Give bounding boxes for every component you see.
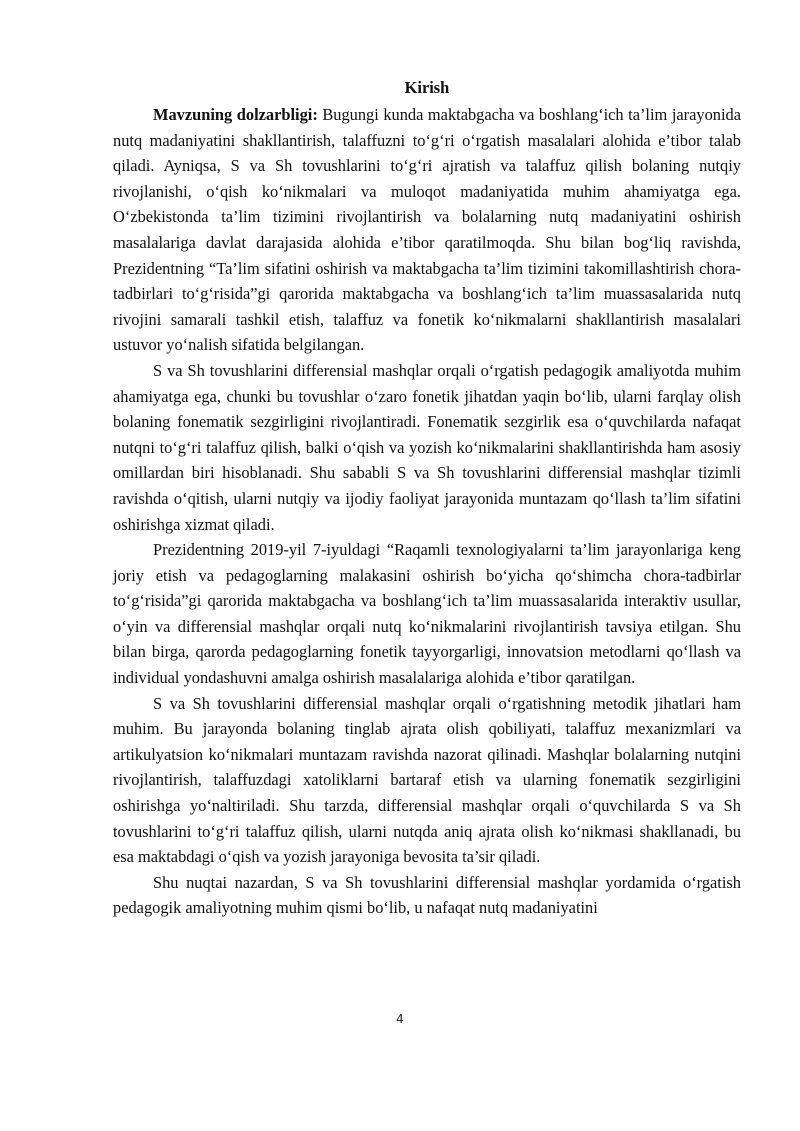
page-number: 4 <box>396 1012 404 1026</box>
paragraph-methodical-aspects <box>113 691 741 870</box>
paragraph-differential-exercises <box>113 358 741 537</box>
paragraph-text: Prezidentning 2019-yil 7-iyuldagi “Raqamli texnologiyalarni ta’lim jarayonlariga keng joriy etish va pedagoglarning malakasini oshirish bo‘yicha qo‘shimcha chora-tadbirlar to‘g‘risida”gi qarorida maktabgacha va boshlang‘ich ta’lim muassasalarida interaktiv usullar, o‘yin va differensial mashqlar orqali nutq ko‘nikmalarini rivojlantirish tavsiya etilgan. Shu bilan birga, qarorda pedagoglarning fonetik tayyorgarligi, innovatsion metodlarni qo‘llash va individual yondashuvni amalga oshirish masalalariga alohida e’tibor qaratilgan. <box>113 540 741 688</box>
paragraph-relevance <box>113 102 741 358</box>
paragraph-text: Bugungi kunda maktabgacha va boshlang‘ich ta’lim jarayonida nutq madaniyatini shakllantirish, talaffuzni to‘g‘ri o‘rgatish masalalari alohida e’tibor talab qiladi. Ayniqsa, S va Sh tovushlarini to‘g‘ri ajratish va talaffuz qilish bolaning nutqiy rivojlanishi, o‘qish ko‘nikmalari va muloqot madaniyatida muhim ahamiyatga ega. O‘zbekistonda ta’lim tizimini rivojlantirish va bolalarning nutq madaniyatini oshirish masalalariga davlat darajasida alohida e’tibor qaratilmoqda. Shu bilan bog‘liq ravishda, Prezidentning “Ta’lim sifatini oshirish va maktabgacha ta’lim tizimini takomillashtirish chora-tadbirlari to‘g‘risida”gi qarorida maktabgacha va boshlang‘ich ta’lim muassasalarida nutq rivojini samarali tashkil etish, talaffuz va fonetik ko‘nikmalarni shakllantirish masalalari ustuvor yo‘nalish sifatida belgilangan. <box>113 105 741 355</box>
paragraph-lead: Mavzuning dolzarbligi: <box>153 105 318 124</box>
paragraph-conclusion-start <box>113 870 741 921</box>
section-title: Kirish <box>404 78 450 97</box>
paragraph-text: S va Sh tovushlarini differensial mashqlar orqali o‘rgatishning metodik jihatlari ham muhim. Bu jarayonda bolaning tinglab ajrata olish qobiliyati, talaffuz mexanizmlari va artikulyatsion ko‘nikmalari muntazam ravishda nazorat qilinadi. Mashqlar bolalarning nutqini rivojlantirish, talaffuzdagi xatoliklarni bartaraf etish va ularning fonematik sezgirligini oshirishga yo‘naltiriladi. Shu tarzda, differensial mashqlar orqali o‘quvchilarda S va Sh tovushlarini to‘g‘ri talaffuz qilish, ularni nutqda aniq ajrata olish ko‘nikmasi shakllanadi, bu esa maktabdagi o‘qish va yozish jarayoniga bevosita ta’sir qiladi. <box>113 693 741 867</box>
paragraph-text: Shu nuqtai nazardan, S va Sh tovushlarini differensial mashqlar yordamida o‘rgatish pedagogik amaliyotning muhim qismi bo‘lib, u nafaqat nutq madaniyatini <box>113 872 741 918</box>
paragraph-text: S va Sh tovushlarini differensial mashqlar orqali o‘rgatish pedagogik amaliyotda muhim ahamiyatga ega, chunki bu tovushlar o‘zaro fonetik jihatdan yaqin bo‘lib, ularni farqlay olish bolaning fonematik sezgirligini rivojlantiradi. Fonematik sezgirlik esa o‘quvchilarda nafaqat nutqni to‘g‘ri talaffuz qilish, balki o‘qish va yozish ko‘nikmalarini shakllantirishda ham asosiy omillardan biri hisoblanadi. Shu sababli S va Sh tovushlarini differensial mashqlar tizimli ravishda o‘qitish, ularni nutqiy va ijodiy faoliyat jarayonida muntazam qo‘llash ta’lim sifatini oshirishga xizmat qiladi. <box>113 360 741 534</box>
page-content <box>113 74 741 921</box>
paragraph-presidential-decree <box>113 537 741 691</box>
